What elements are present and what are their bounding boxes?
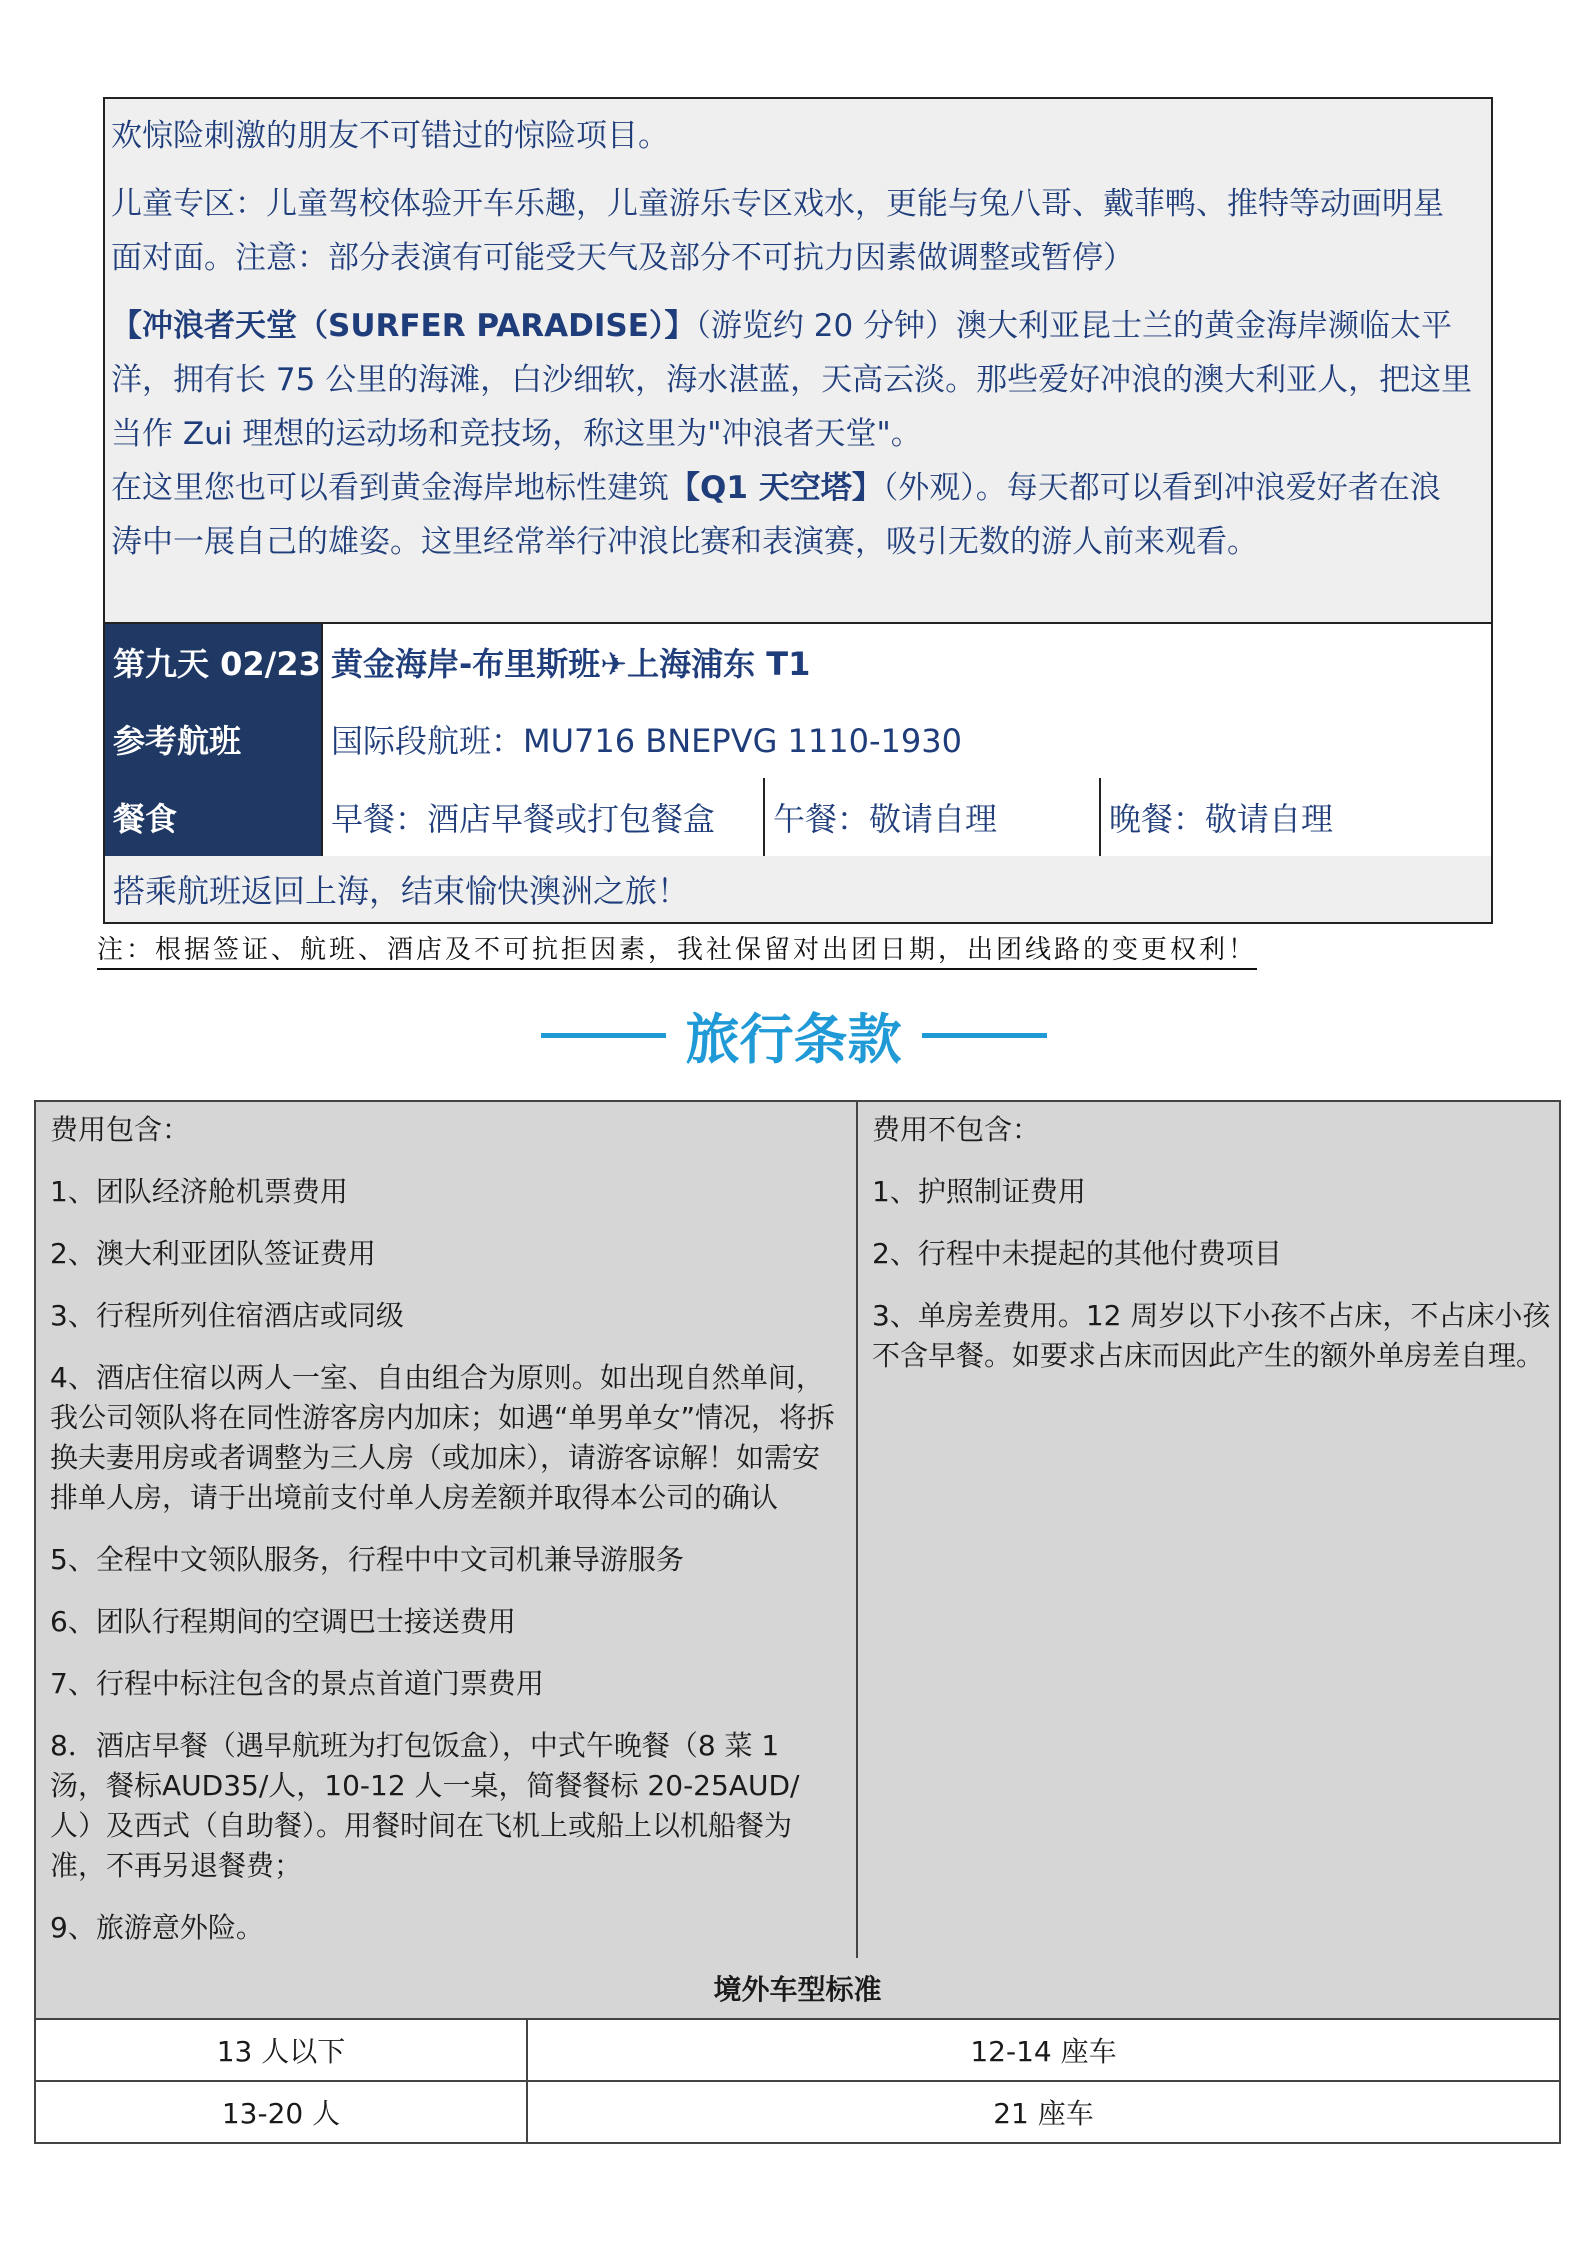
included-item: 2、澳大利亚团队签证费用 xyxy=(50,1237,376,1270)
included-item: 9、旅游意外险。 xyxy=(50,1911,264,1944)
vehicle-row xyxy=(34,2082,1561,2144)
day-row xyxy=(103,622,1493,702)
itinerary-paragraph: 【冲浪者天堂（SURFER PARADISE）】（游览约 20 分钟）澳大利亚昆士兰的黄金海岸濒临太平 xyxy=(111,308,1453,344)
included-item: 7、行程中标注包含的景点首道门票费用 xyxy=(50,1667,544,1700)
flight-value: 国际段航班：MU716 BNEPVG 1110-1930 xyxy=(331,722,962,760)
included-item: 6、团队行程期间的空调巴士接送费用 xyxy=(50,1605,516,1638)
column-divider xyxy=(856,1102,858,1958)
vehicle-table xyxy=(34,1958,1561,2144)
title-rule xyxy=(541,1033,666,1038)
meal-row xyxy=(103,778,1493,858)
vehicle-table-title: 境外车型标准 xyxy=(34,1958,1561,2020)
excluded-column xyxy=(872,1110,1552,1398)
day-route: 黄金海岸-布里斯班✈上海浦东 T1 xyxy=(331,645,811,683)
lunch-cell: 午餐：敬请自理 xyxy=(765,778,1101,856)
included-item: 8．酒店早餐（遇早航班为打包饭盒），中式午晚餐（8 菜 1 汤，餐标AUD35/人，10-12 人一桌，简餐餐标 20-25AUD/人）及西式（自助餐）。用餐时间在飞机上或船上以机船餐为准，不再另退餐费； xyxy=(50,1729,800,1882)
section-title xyxy=(0,990,1587,1080)
section-title-text: 旅行条款 xyxy=(685,1007,902,1071)
excluded-item: 1、护照制证费用 xyxy=(872,1175,1086,1208)
breakfast-cell: 早餐：酒店早餐或打包餐盒 xyxy=(323,778,765,856)
attraction-title: 【冲浪者天堂（SURFER PARADISE）】 xyxy=(111,308,696,344)
included-item: 4、酒店住宿以两人一室、自由组合为原则。如出现自然单间，我公司领队将在同性游客房内加床；如遇“单男单女”情况，将拆换夫妻用房或者调整为三人房（或加床），请游客谅解！如需安排单人房，请于出境前支付单人房差额并取得本公司的确认 xyxy=(50,1361,836,1514)
attraction-title: 【Q1 天空塔】 xyxy=(669,470,883,506)
terms-table xyxy=(34,1100,1561,1960)
itinerary-paragraph: 欢惊险刺激的朋友不可错过的惊险项目。 xyxy=(111,118,669,154)
meal-label: 餐食 xyxy=(105,778,323,856)
summary-row xyxy=(103,856,1493,924)
included-heading: 费用包含： xyxy=(50,1113,191,1146)
excluded-heading: 费用不包含： xyxy=(872,1113,1041,1146)
itinerary-description xyxy=(103,97,1493,624)
itinerary-paragraph: 涛中一展自己的雄姿。这里经常举行冲浪比赛和表演赛，吸引无数的游人前来观看。 xyxy=(111,524,1258,560)
title-rule xyxy=(922,1033,1047,1038)
excluded-item: 2、行程中未提起的其他付费项目 xyxy=(872,1237,1282,1270)
included-item: 3、行程所列住宿酒店或同级 xyxy=(50,1299,404,1332)
included-item: 5、全程中文领队服务，行程中中文司机兼导游服务 xyxy=(50,1543,684,1576)
itinerary-paragraph: 当作 Zui 理想的运动场和竞技场，称这里为"冲浪者天堂"。 xyxy=(111,416,922,452)
included-column xyxy=(50,1110,840,1970)
dinner-cell: 晚餐：敬请自理 xyxy=(1109,800,1334,838)
vehicle-type-cell: 21 座车 xyxy=(993,2097,1094,2130)
itinerary-paragraph: 面对面。注意：部分表演有可能受天气及部分不可抗力因素做调整或暂停） xyxy=(111,240,1134,276)
itinerary-paragraph: 儿童专区：儿童驾校体验开车乐趣，儿童游乐专区戏水，更能与兔八哥、戴菲鸭、推特等动画明星 xyxy=(111,186,1444,222)
vehicle-type-cell: 12-14 座车 xyxy=(970,2035,1117,2068)
disclaimer-note: 注：根据签证、航班、酒店及不可抗拒因素，我社保留对出团日期，出团线路的变更权利！ xyxy=(97,929,1257,970)
day-summary: 搭乘航班返回上海，结束愉快澳洲之旅！ xyxy=(113,872,690,910)
day-label: 第九天 02/23 xyxy=(105,624,323,700)
vehicle-row xyxy=(34,2020,1561,2082)
group-size-cell: 13-20 人 xyxy=(36,2082,528,2142)
itinerary-paragraph: 在这里您也可以看到黄金海岸地标性建筑【Q1 天空塔】（外观）。每天都可以看到冲浪爱好者在浪 xyxy=(111,470,1441,506)
flight-label: 参考航班 xyxy=(105,700,323,778)
flight-row xyxy=(103,700,1493,780)
itinerary-paragraph: 洋，拥有长 75 公里的海滩，白沙细软，海水湛蓝，天高云淡。那些爱好冲浪的澳大利亚人，把这里 xyxy=(111,362,1473,398)
excluded-item: 3、单房差费用。12 周岁以下小孩不占床，不占床小孩不含早餐。如要求占床而因此产生的额外单房差自理。 xyxy=(872,1299,1551,1372)
group-size-cell: 13 人以下 xyxy=(36,2020,528,2080)
included-item: 1、团队经济舱机票费用 xyxy=(50,1175,348,1208)
